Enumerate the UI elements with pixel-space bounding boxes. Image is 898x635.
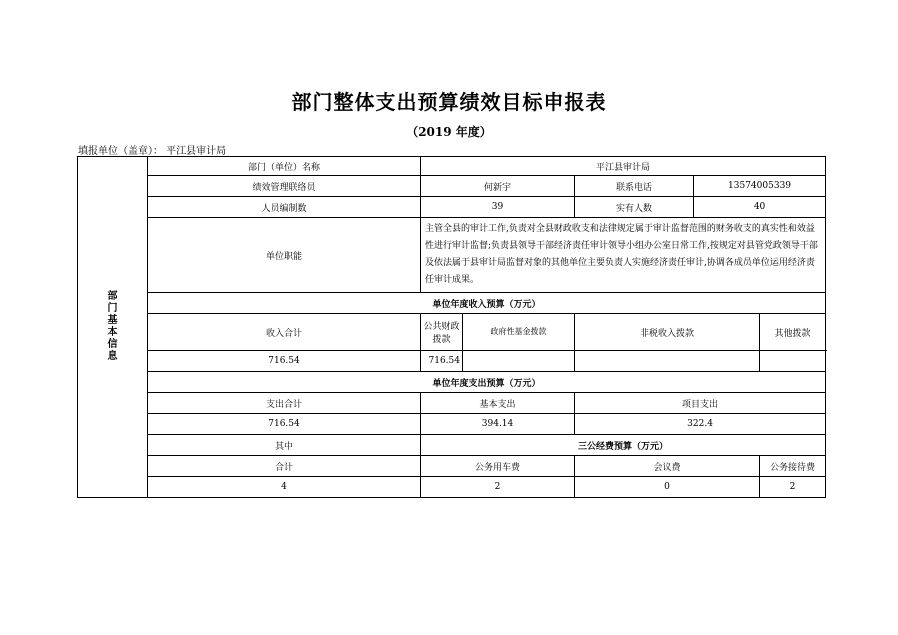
expense-val-basic: 394.14 [421, 414, 575, 435]
income-col-public: 公共财政拨款 [421, 314, 463, 351]
income-val-gov-fund [463, 351, 575, 372]
income-val-other [760, 351, 826, 372]
dept-name-label: 部门（单位）名称 [148, 157, 421, 176]
duty-label: 单位职能 [148, 218, 421, 293]
actual-staff-value: 40 [694, 197, 826, 218]
page-title: 部门整体支出预算绩效目标申报表 [291, 90, 607, 114]
expense-budget-header: 单位年度支出预算（万元） [148, 372, 826, 393]
dept-name-value: 平江县审计局 [421, 157, 826, 176]
sangong-header: 三公经费预算（万元） [421, 435, 826, 456]
phone-label: 联系电话 [575, 176, 694, 197]
contact-label: 绩效管理联络员 [148, 176, 421, 197]
sangong-val-total: 4 [148, 477, 421, 498]
expense-col-total: 支出合计 [148, 393, 421, 414]
sangong-col-total: 合计 [148, 456, 421, 477]
contact-name: 何新宇 [421, 176, 575, 197]
qizhong-label: 其中 [148, 435, 421, 456]
income-val-total: 716.54 [148, 351, 421, 372]
sangong-col-car: 公务用车费 [421, 456, 575, 477]
income-budget-header: 单位年度收入预算（万元） [148, 293, 826, 314]
expense-val-total: 716.54 [148, 414, 421, 435]
income-val-public: 716.54 [421, 351, 463, 372]
expense-val-project: 322.4 [575, 414, 826, 435]
actual-staff-label: 实有人数 [575, 197, 694, 218]
filler-unit: 填报单位（盖章）： 平江县审计局 [78, 146, 227, 157]
expense-col-project: 项目支出 [575, 393, 826, 414]
income-col-total: 收入合计 [148, 314, 421, 351]
income-col-gov-fund: 政府性基金拨款 [463, 314, 575, 351]
income-col-nontax: 非税收入拨款 [575, 314, 760, 351]
income-col-other: 其他拨款 [760, 314, 826, 351]
staff-quota-label: 人员编制数 [148, 197, 421, 218]
staff-quota-value: 39 [421, 197, 575, 218]
phone-value: 13574005339 [694, 176, 826, 197]
sangong-col-meeting: 会议费 [575, 456, 760, 477]
year-label: （2019 年度） [406, 125, 492, 139]
expense-col-basic: 基本支出 [421, 393, 575, 414]
sangong-val-reception: 2 [760, 477, 826, 498]
sangong-val-meeting: 0 [575, 477, 760, 498]
income-val-nontax [575, 351, 760, 372]
duty-text: 主管全县的审计工作,负责对全县财政收支和法律规定属于审计监督范围的财务收支的真实性和效益性进行审计监督;负责县领导干部经济责任审计领导小组办公室日常工作,按规定对县管党政领导干部及依法属于县审计局监督对象的其他单位主要负责人实施经济责任审计,协调各成员单位运用经济责任审计成果。 [421, 218, 826, 293]
budget-table [77, 156, 826, 498]
sangong-col-reception: 公务接待费 [760, 456, 826, 477]
section-dept-basic-info: 部门基本信息 [78, 157, 148, 498]
sangong-val-car: 2 [421, 477, 575, 498]
